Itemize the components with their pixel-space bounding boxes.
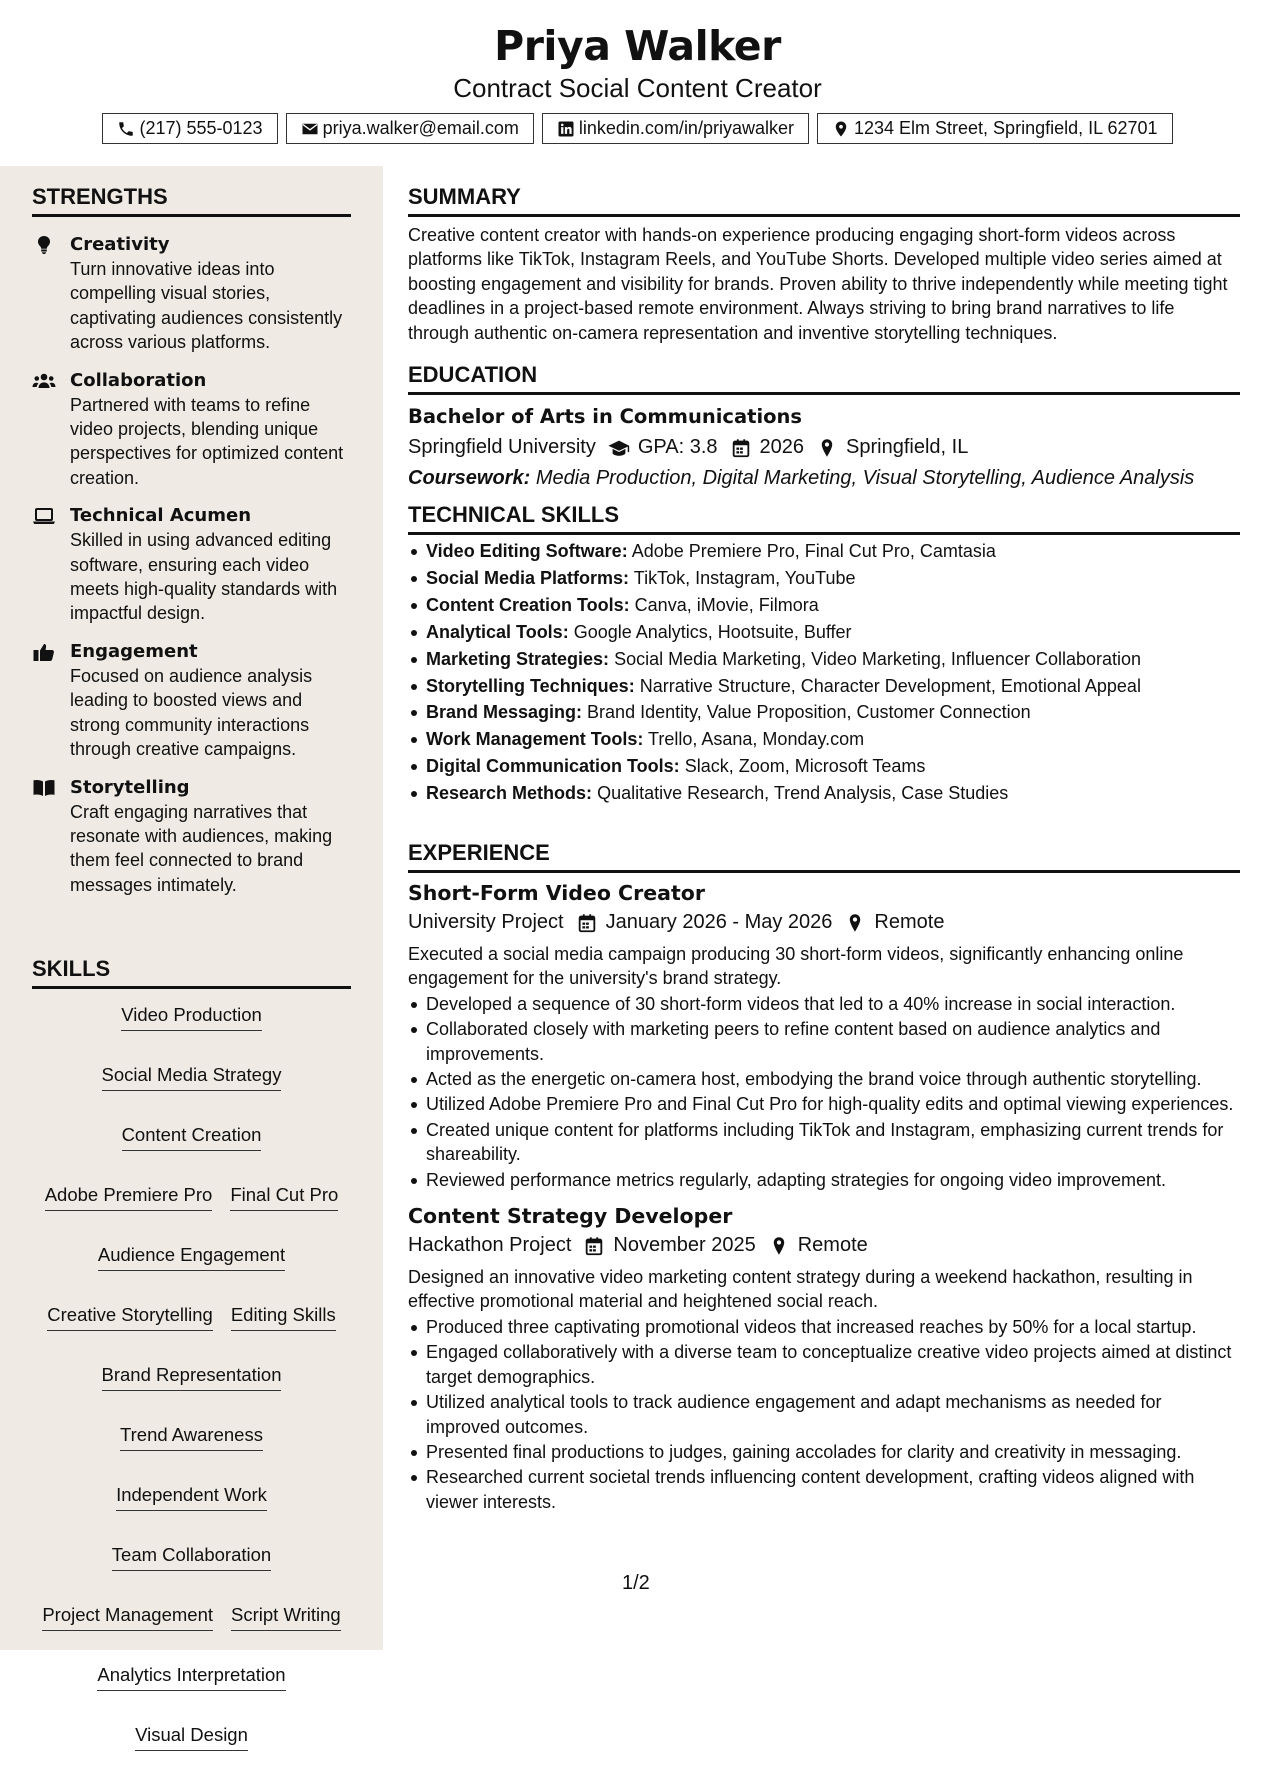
- strength-desc: Partnered with teams to refine video projects, blending unique perspectives for optimized content creation.: [70, 394, 344, 488]
- education-year: 2026: [759, 436, 805, 458]
- strength-item: [32, 233, 351, 355]
- list-item: [408, 593, 1240, 617]
- contact-phone-text: (217) 555-0123: [139, 118, 263, 138]
- education-school: Springfield University: [408, 436, 596, 458]
- tech-skill-value: Canva, iMovie, Filmora: [634, 594, 819, 615]
- tech-skill-label: Work Management Tools:: [426, 729, 644, 750]
- list-item: [408, 566, 1240, 590]
- skill-tag: Creative Storytelling: [47, 1303, 213, 1331]
- list-item: Collaborated closely with marketing peers to refine content based on audience analytics and improvements.: [408, 1017, 1240, 1066]
- list-item: Created unique content for platforms including TikTok and Instagram, emphasizing current trends for shareability.: [408, 1118, 1240, 1167]
- strength-title: Technical Acumen: [70, 505, 252, 527]
- strength-desc: Turn innovative ideas into compelling visual stories, captivating audiences consistently across various platforms.: [70, 259, 343, 353]
- skill-tag: Audience Engagement: [98, 1243, 285, 1271]
- strength-title: Creativity: [70, 234, 170, 255]
- list-item: [408, 647, 1240, 671]
- tech-skill-value: Adobe Premiere Pro, Final Cut Pro, Camtasia: [631, 541, 996, 561]
- job-summary: Designed an innovative video marketing content strategy during a weekend hackathon, resulting in effective promotional material and heightened social reach.: [408, 1267, 1193, 1312]
- strength-title: Storytelling: [70, 776, 190, 798]
- summary-section: [408, 184, 1240, 345]
- job-title: Content Strategy Developer: [408, 1204, 733, 1229]
- experience-section: [408, 840, 1240, 1514]
- job-entry: [408, 881, 1240, 1192]
- contact-address-text: 1234 Elm Street, Springfield, IL 62701: [853, 118, 1158, 138]
- candidate-title: Contract Social Content Creator: [453, 73, 822, 103]
- skill-tag: Social Media Strategy: [102, 1063, 282, 1091]
- technical-skills-heading: TECHNICAL SKILLS: [408, 502, 1240, 535]
- skill-tag: Script Writing: [231, 1603, 341, 1631]
- job-dates: January 2026 - May 2026: [605, 911, 833, 933]
- contact-linkedin-text: linkedin.com/in/priyawalker: [578, 118, 794, 138]
- skill-tag: Brand Representation: [102, 1363, 282, 1391]
- contact-linkedin[interactable]: [542, 113, 809, 144]
- tech-skill-value: Slack, Zoom, Microsoft Teams: [684, 756, 926, 777]
- resume-header: [0, 0, 1275, 166]
- tech-skill-label: Analytical Tools:: [426, 621, 569, 642]
- list-item: Reviewed performance metrics regularly, adapting strategies for ongoing video improvement.: [408, 1168, 1240, 1192]
- calendar-icon: [730, 438, 752, 458]
- tech-skill-value: Narrative Structure, Character Development, Emotional Appeal: [639, 675, 1141, 696]
- calendar-icon: [583, 1236, 605, 1256]
- technical-skills-section: [408, 502, 1240, 806]
- list-item: [408, 674, 1240, 698]
- linkedin-icon: [557, 120, 575, 138]
- coursework-label: Coursework:: [408, 467, 531, 489]
- job-dates: November 2025: [613, 1234, 756, 1257]
- users-icon: [32, 371, 56, 391]
- page-number: 1/2: [622, 1572, 650, 1594]
- job-location: Remote: [797, 1234, 868, 1257]
- education-coursework: [408, 467, 1240, 490]
- strength-title: Engagement: [70, 640, 198, 662]
- list-item: [408, 620, 1240, 644]
- graduation-cap-icon: [608, 438, 630, 458]
- contact-bar: [0, 113, 1275, 144]
- map-pin-icon: [844, 913, 866, 933]
- list-item: [408, 700, 1240, 724]
- job-title: Short-Form Video Creator: [408, 881, 705, 905]
- job-bullets: [408, 1315, 1240, 1514]
- tech-skill-value: Social Media Marketing, Video Marketing, Influencer Collaboration: [614, 648, 1142, 669]
- list-item: [408, 781, 1240, 805]
- summary-text: Creative content creator with hands-on experience producing engaging short-form videos across platforms like TikTok, Instagram Reels, and YouTube Shorts. Developed multiple video series aimed at boosting engagement and visibility for brands. Proven ability to thrive independently while meeting tight deadlines in a project-based remote environment. Always striving to bring brand narratives to life through authentic on-camera representation and inventive storytelling techniques.: [408, 225, 1228, 343]
- sidebar: [0, 166, 383, 1745]
- tech-skill-label: Video Editing Software:: [426, 541, 628, 561]
- contact-phone[interactable]: [102, 113, 277, 144]
- summary-heading: SUMMARY: [408, 184, 1240, 217]
- strength-desc: Craft engaging narratives that resonate with audiences, making them feel connected to brand messages intimately.: [70, 801, 333, 895]
- thumbs-up-icon: [32, 642, 56, 662]
- skill-tag: Trend Awareness: [120, 1423, 263, 1451]
- skill-tag: Adobe Premiere Pro: [45, 1183, 213, 1211]
- phone-icon: [117, 120, 135, 138]
- skill-tag: Analytics Interpretation: [97, 1663, 285, 1691]
- education-degree: Bachelor of Arts in Communications: [408, 405, 803, 428]
- list-item: Utilized Adobe Premiere Pro and Final Cut Pro for high-quality edits and optimal viewing experiences.: [408, 1092, 1240, 1116]
- skills-list: [32, 1003, 351, 1767]
- map-pin-icon: [832, 120, 850, 138]
- strength-item: [32, 369, 351, 491]
- tech-skill-value: TikTok, Instagram, YouTube: [633, 567, 856, 588]
- tech-skill-value: Trello, Asana, Monday.com: [648, 729, 865, 750]
- lightbulb-icon: [32, 235, 56, 255]
- education-gpa: GPA: 3.8: [637, 436, 718, 458]
- strengths-section: [32, 184, 351, 897]
- job-meta: [408, 911, 1240, 934]
- list-item: Developed a sequence of 30 short-form videos that led to a 40% increase in social interaction.: [408, 992, 1240, 1016]
- skill-tag: Independent Work: [116, 1483, 267, 1511]
- education-section: [408, 362, 1240, 490]
- list-item: Produced three captivating promotional videos that increased reaches by 50% for a local startup.: [408, 1315, 1240, 1339]
- tech-skill-label: Marketing Strategies:: [426, 648, 610, 669]
- list-item: Acted as the energetic on-camera host, embodying the brand voice through authentic storytelling.: [408, 1067, 1240, 1091]
- list-item: [408, 754, 1240, 778]
- technical-skills-list: [408, 539, 1240, 806]
- skills-section: [32, 956, 351, 1767]
- candidate-name: Priya Walker: [494, 22, 781, 70]
- list-item: [408, 539, 1240, 563]
- education-meta: [408, 436, 1240, 459]
- job-summary: Executed a social media campaign producing 30 short-form videos, significantly enhancing online engagement for the university's brand strategy.: [408, 944, 1184, 989]
- map-pin-icon: [816, 438, 838, 458]
- tech-skill-label: Digital Communication Tools:: [426, 756, 680, 777]
- strength-title: Collaboration: [70, 369, 207, 391]
- job-meta: [408, 1234, 1240, 1257]
- skill-tag: Content Creation: [122, 1123, 262, 1151]
- job-org: University Project: [408, 911, 564, 933]
- job-bullets: [408, 992, 1240, 1192]
- tech-skill-label: Research Methods:: [426, 783, 593, 804]
- skill-tag: Team Collaboration: [112, 1543, 271, 1571]
- tech-skill-value: Qualitative Research, Trend Analysis, Case Studies: [597, 783, 1009, 804]
- envelope-icon: [301, 120, 319, 138]
- strength-desc: Focused on audience analysis leading to boosted views and strong community interactions through creative campaigns.: [70, 665, 313, 760]
- tech-skill-label: Content Creation Tools:: [426, 594, 630, 615]
- job-org: Hackathon Project: [408, 1234, 572, 1257]
- tech-skill-label: Social Media Platforms:: [426, 567, 630, 588]
- skills-heading: SKILLS: [32, 956, 351, 989]
- education-location: Springfield, IL: [846, 436, 969, 458]
- laptop-icon: [32, 506, 56, 526]
- tech-skill-label: Brand Messaging:: [426, 702, 583, 723]
- contact-email-text: priya.walker@email.com: [322, 118, 519, 138]
- list-item: Utilized analytical tools to track audience engagement and adapt mechanisms as needed for improved outcomes.: [408, 1390, 1240, 1439]
- skill-tag: Visual Design: [135, 1723, 248, 1751]
- strength-desc: Skilled in using advanced editing software, ensuring each video meets high-quality standards with impactful design.: [70, 530, 338, 624]
- map-pin-icon: [768, 1236, 790, 1256]
- tech-skill-value: Google Analytics, Hootsuite, Buffer: [573, 621, 852, 642]
- strength-item: [32, 776, 351, 898]
- list-item: Presented final productions to judges, gaining accolades for clarity and creativity in messaging.: [408, 1440, 1240, 1464]
- job-entry: [408, 1204, 1240, 1514]
- skill-tag: Video Production: [121, 1003, 262, 1031]
- job-location: Remote: [874, 911, 945, 933]
- coursework-text: Media Production, Digital Marketing, Visual Storytelling, Audience Analysis: [535, 467, 1195, 489]
- strengths-heading: STRENGTHS: [32, 184, 351, 217]
- strength-item: [32, 640, 351, 762]
- contact-email[interactable]: [286, 113, 534, 144]
- experience-heading: EXPERIENCE: [408, 840, 1240, 873]
- book-open-icon: [32, 778, 56, 798]
- skill-tag: Project Management: [42, 1603, 213, 1631]
- skill-tag: Final Cut Pro: [230, 1183, 338, 1211]
- calendar-icon: [576, 913, 598, 933]
- contact-address: [817, 113, 1173, 144]
- tech-skill-label: Storytelling Techniques:: [426, 675, 635, 696]
- list-item: Researched current societal trends influencing content development, crafting videos aligned with viewer interests.: [408, 1465, 1240, 1514]
- tech-skill-value: Brand Identity, Value Proposition, Customer Connection: [587, 702, 1031, 723]
- education-heading: EDUCATION: [408, 362, 1240, 395]
- list-item: Engaged collaboratively with a diverse team to conceptualize creative video projects aimed at distinct target demographics.: [408, 1340, 1240, 1389]
- skill-tag: Editing Skills: [231, 1303, 336, 1331]
- list-item: [408, 727, 1240, 751]
- strength-item: [32, 504, 351, 626]
